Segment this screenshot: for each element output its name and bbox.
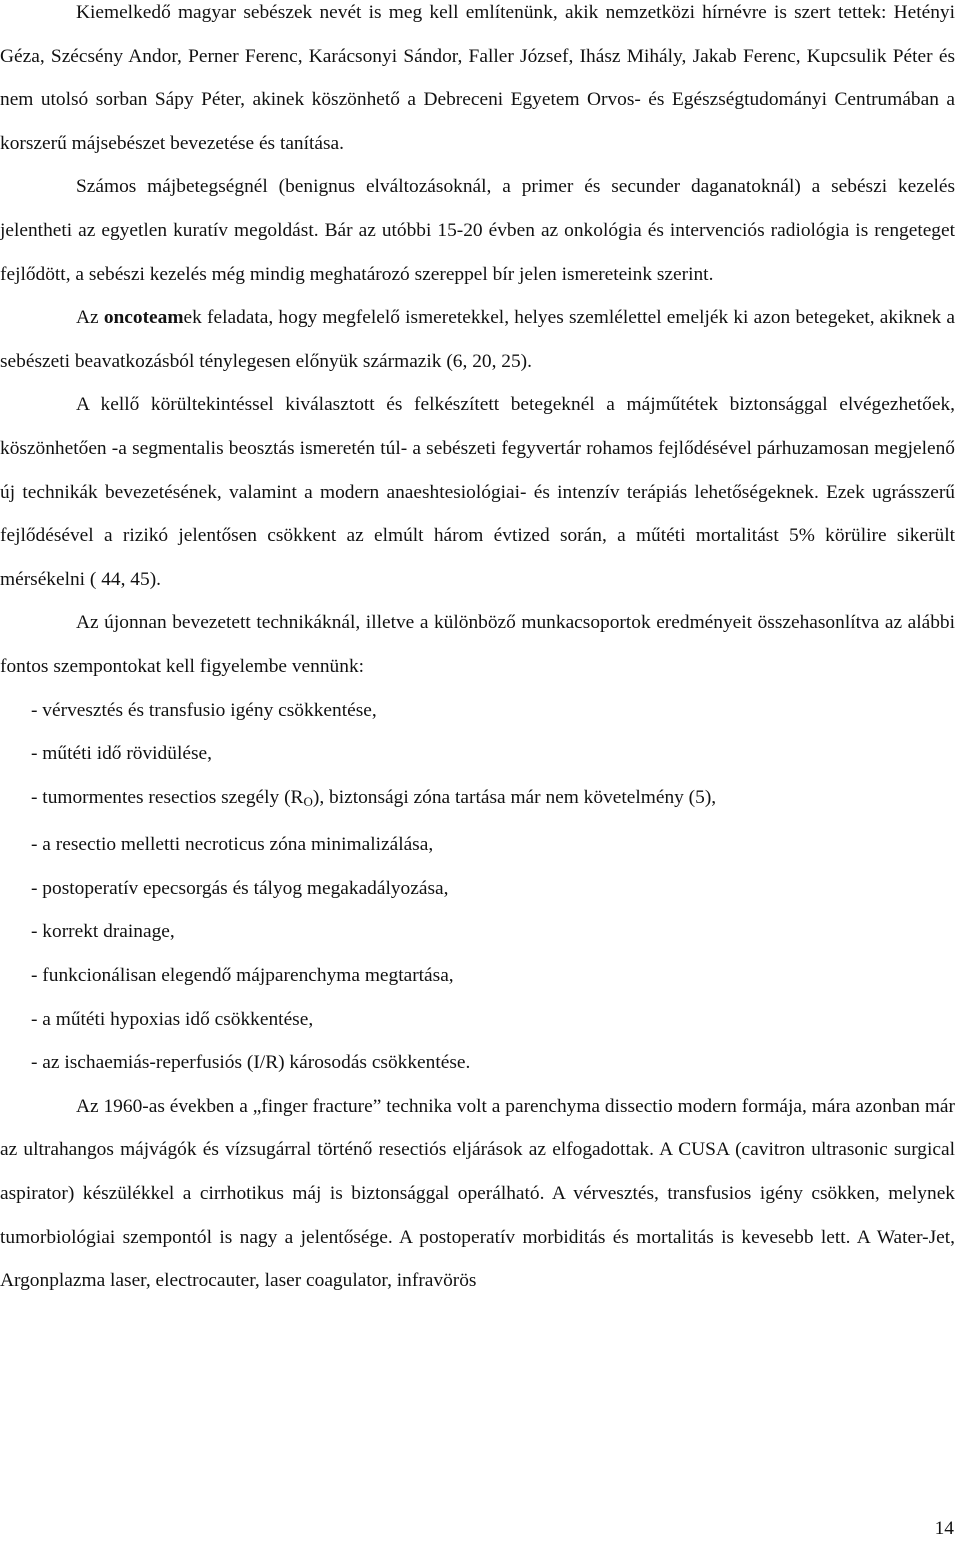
paragraph-comparison: Az újonnan bevezetett technikáknál, illetve a különböző munkacsoportok eredményeit összehasonlítva az alábbi fontos szempontokat kell figyelembe vennünk: [0, 612, 955, 677]
criteria-item-parenchyma: - funkcionálisan elegendő májparenchyma megtartása, [31, 965, 454, 987]
criteria-item-reperfusion: - az ischaemiás-reperfusiós (I/R) károsodás csökkentése. [31, 1052, 471, 1074]
page-number: 14 [934, 1518, 954, 1539]
paragraph-techniques: Az 1960-as években a „finger fracture” technika volt a parenchyma dissectio modern formája, mára azonban már az ultrahangos májvágók és vízsugárral történő resectiós eljárások az elfogadottak. A CUSA (cavitron ultrasonic surgical aspirator) készülékkel a cirrhotikus máj is biztonsággal operálható. A vérvesztés, transfusios igény csökken, melynek tumorbiológiai szempontól is nagy a jelentősége. A postoperatív morbiditás és mortalitás is kevesebb lett. A Water-Jet, Argonplazma laser, electrocauter, laser coagulator, infravörös [0, 1095, 955, 1292]
paragraph-liver-disease: Számos májbetegségnél (benignus elváltozásoknál, a primer és secunder daganatoknál) a sebészi kezelés jelentheti az egyetlen kuratív megoldást. Bár az utóbbi 15-20 évben az onkológia és intervenciós radiológia is rengeteget fejlődött, a sebészi kezelés még mindig meghatározó szereppel bír jelen ismereteink szerint. [0, 176, 955, 285]
margin-text-before: - tumormentes resectios szegély (R [31, 786, 304, 808]
text-block-intro [0, 0, 955, 296]
criteria-item-drainage: - korrekt drainage, [31, 921, 175, 943]
criteria-item-necrotic-zone: - a resectio melletti necroticus zóna minimalizálása, [31, 834, 434, 856]
criteria-item-blood-loss: - vérvesztés és transfusio igény csökkentése, [31, 699, 377, 721]
margin-subscript: O [303, 793, 313, 809]
paragraph-patient-selection: A kellő körültekintéssel kiválasztott és felkészített betegeknél a májműtétek biztonsággal elvégezhetőek, köszönhetően -a segmentalis beosztás ismeretén túl- a sebészeti fegyvertár rohamos fejlődésével párhuzamosan megjelenő új technikák bevezetésének, valamint a modern anaeshtesiológiai- és intenzív terápiás lehetőségeknek. Ezek ugrásszerű fejlődésével a rizikó jelentősen csökkent az elmúlt három évtized során, a műtéti mortalitást 5% körülire sikerült mérsékelni ( 44, 45). [0, 394, 955, 590]
criteria-item-bile-leak: - postoperatív epecsorgás és tályog megakadályozása, [31, 877, 449, 899]
criteria-item-margin [31, 776, 955, 824]
oncoteam-term: oncoteam [103, 307, 184, 329]
oncoteam-rest: ek feladata, hogy megfelelő ismeretekkel, helyes szemlélettel emeljék ki azon betegeket, akiknek a sebészeti beavatkozásból ténylegesen előnyük származik (6, 20, 25). [0, 307, 955, 372]
paragraph-surgeons: Kiemelkedő magyar sebészek nevét is meg kell említenünk, akik nemzetközi hírnévre is szert tettek: Hetényi Géza, Szécsény Andor, Perner Ferenc, Karácsonyi Sándor, Faller József, Ihász Mihály, Jakab Ferenc, Kupcsulik Péter és nem utolsó sorban Sápy Péter, akinek köszönhető a Debreceni Egyetem Orvos- és Egészségtudományi Centrumában a korszerű májsebészet bevezetése és tanítása. [0, 2, 955, 154]
criteria-item-hypoxia: - a műtéti hypoxias idő csökkentése, [31, 1008, 314, 1030]
margin-text-after: ), biztonsági zóna tartása már nem követelmény (5), [312, 786, 717, 808]
criteria-list [0, 689, 955, 1085]
paragraph-oncoteam [0, 296, 955, 383]
oncoteam-lead: Az [76, 307, 104, 329]
criteria-item-operating-time: - műtéti idő rövidülése, [31, 743, 212, 765]
